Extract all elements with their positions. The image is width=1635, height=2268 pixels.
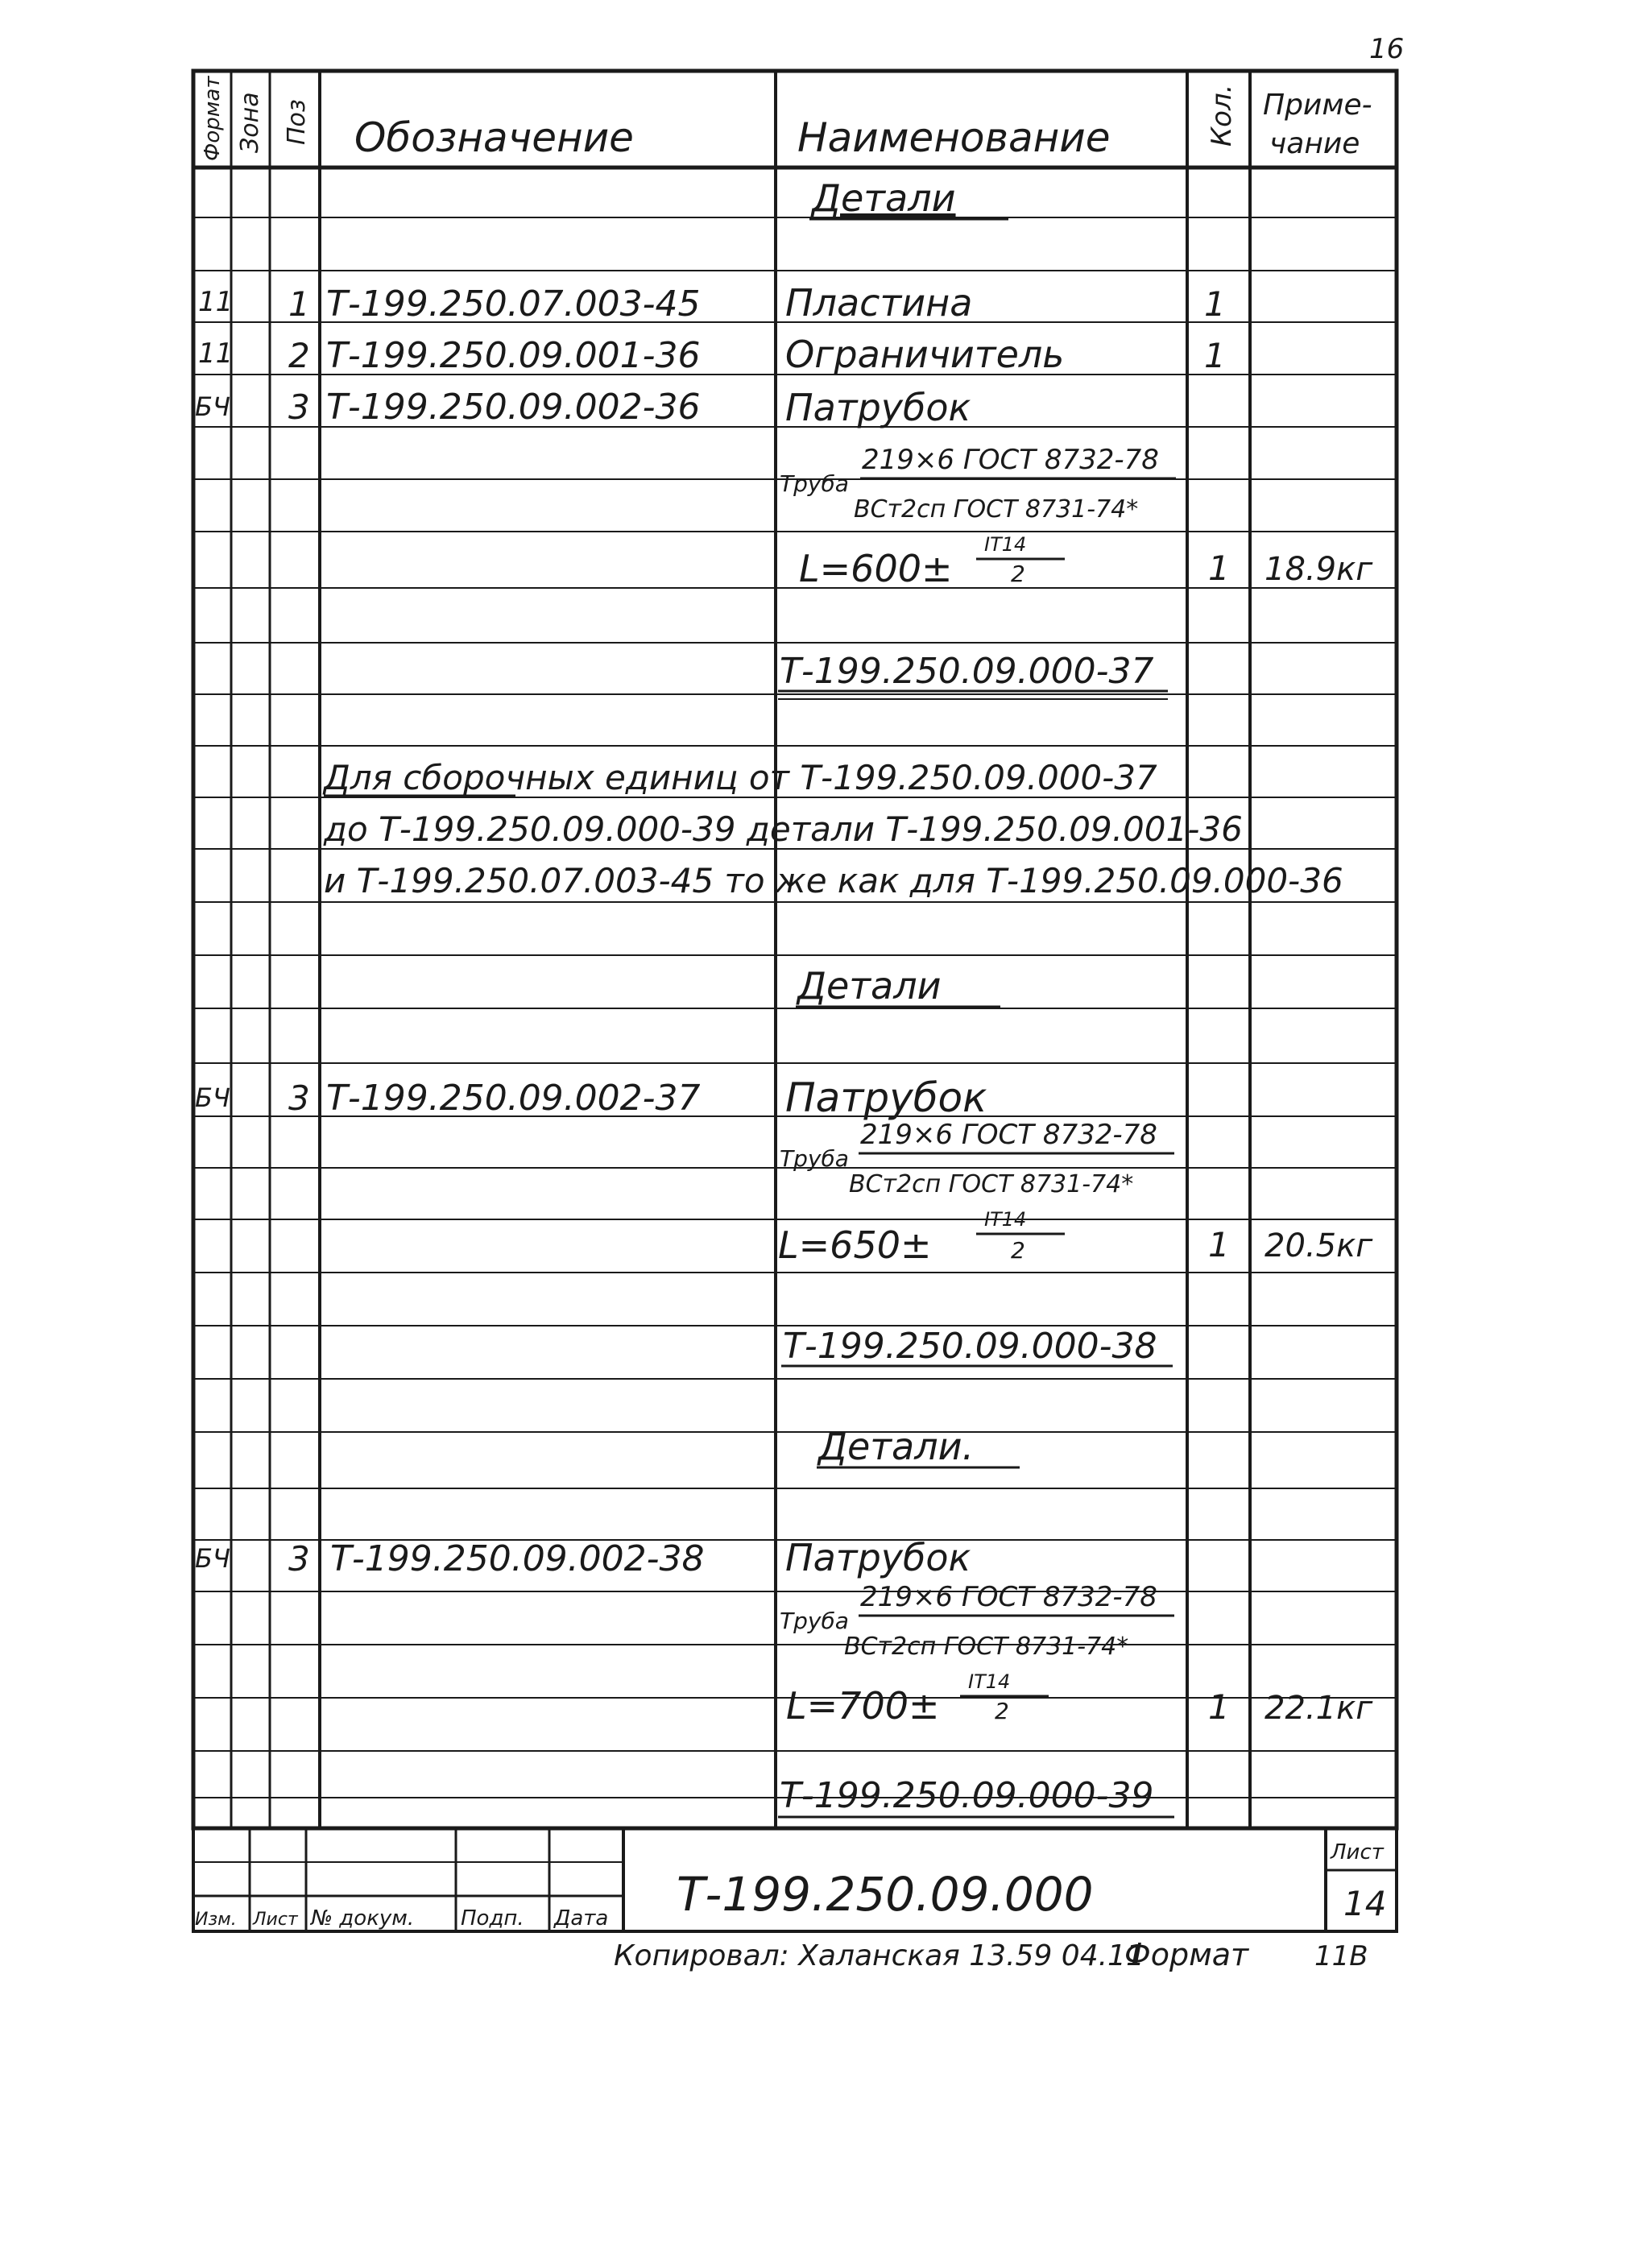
header-pos: Поз <box>283 99 311 145</box>
row-note: 20.5кг <box>1265 1227 1373 1264</box>
header-zone: Зона <box>236 92 264 153</box>
pipe-steel-standard: ВСт2сп ГОСТ 8731-74* <box>844 1633 1129 1661</box>
assembly-designation <box>778 1775 1174 1817</box>
pipe-steel-standard: ВСт2сп ГОСТ 8731-74* <box>849 1170 1134 1198</box>
pipe-label: Труба <box>780 470 849 497</box>
title-block <box>193 1828 1397 1931</box>
row-qty: 1 <box>1204 284 1226 324</box>
tolerance-numerator: IT14 <box>984 533 1027 556</box>
assembly-designation <box>781 1326 1173 1367</box>
format-value: 11В <box>1314 1940 1368 1972</box>
footer <box>614 1937 1368 1972</box>
tolerance-numerator: IT14 <box>968 1670 1011 1693</box>
note-line-1: Для сборочных единиц от Т-199.250.09.000-37 <box>324 758 1157 797</box>
header-designation: Обозначение <box>354 114 634 161</box>
title-date-label: Дата <box>554 1906 609 1931</box>
length-row <box>799 533 1373 590</box>
row-format: БЧ <box>195 1543 230 1574</box>
pipe-spec <box>780 1119 1174 1198</box>
title-list-label: Лист <box>253 1910 298 1930</box>
row-designation: Т-199.250.09.002-36 <box>326 387 701 428</box>
section-title: Детали. <box>818 1425 975 1468</box>
row-pos: 3 <box>288 387 310 427</box>
corner-mark: 16 <box>1369 33 1405 65</box>
note-line-3: и Т-199.250.07.003-45 то же как для Т-199.250.09.000-36 <box>324 861 1343 900</box>
row-designation: Т-199.250.09.001-36 <box>326 335 701 376</box>
length-row <box>786 1670 1373 1728</box>
row-designation: Т-199.250.09.002-37 <box>326 1078 701 1119</box>
pipe-spec <box>780 444 1176 524</box>
length-value: L=650± <box>778 1223 932 1267</box>
header-note-line2: чание <box>1269 127 1360 160</box>
note-block <box>322 758 1343 900</box>
section-details-1 <box>809 176 1008 220</box>
document-designation: Т-199.250.09.000 <box>677 1867 1094 1922</box>
row-format: 11 <box>198 337 234 370</box>
tolerance-denominator: 2 <box>1011 1237 1025 1264</box>
header-format: Формат <box>201 76 225 161</box>
sheet-label: Лист <box>1331 1840 1384 1864</box>
table-row <box>198 333 1226 376</box>
length-row <box>778 1208 1373 1267</box>
table-row <box>195 1074 987 1121</box>
row-designation: Т-199.250.07.003-45 <box>326 284 701 325</box>
row-qty: 1 <box>1208 548 1230 588</box>
row-note: 18.9кг <box>1265 551 1373 588</box>
pipe-size-standard: 219×6 ГОСТ 8732-78 <box>860 1581 1157 1613</box>
row-name: Патрубок <box>785 1074 987 1121</box>
row-pos: 3 <box>288 1539 310 1579</box>
assembly-number: Т-199.250.09.000-37 <box>780 651 1154 692</box>
row-format: БЧ <box>195 391 230 422</box>
copied-by: Копировал: Халанская 13.59 04.11 <box>614 1939 1144 1972</box>
row-name: Пластина <box>785 281 973 325</box>
pipe-label: Труба <box>780 1608 849 1634</box>
table-header <box>201 76 1372 161</box>
section-details-2 <box>796 964 1000 1008</box>
pipe-size-standard: 219×6 ГОСТ 8732-78 <box>862 444 1159 476</box>
pipe-spec <box>780 1581 1174 1661</box>
section-title: Детали <box>797 964 942 1008</box>
row-qty: 1 <box>1208 1687 1230 1727</box>
tolerance-numerator: IT14 <box>984 1208 1027 1231</box>
row-qty: 1 <box>1204 336 1226 375</box>
row-designation: Т-199.250.09.002-38 <box>330 1538 705 1579</box>
header-qty: Кол. <box>1206 84 1238 147</box>
row-pos: 1 <box>288 284 310 324</box>
tolerance-denominator: 2 <box>1011 561 1025 587</box>
section-title: Детали <box>812 176 956 220</box>
header-note-line1: Приме- <box>1263 89 1372 122</box>
header-name: Наименование <box>797 114 1111 161</box>
row-format: 11 <box>198 286 234 318</box>
assembly-number: Т-199.250.09.000-38 <box>783 1326 1157 1367</box>
table-row <box>195 386 971 429</box>
sheet-number: 14 <box>1343 1884 1387 1923</box>
row-pos: 2 <box>288 336 310 375</box>
pipe-steel-standard: ВСт2сп ГОСТ 8731-74* <box>854 495 1139 524</box>
row-format: БЧ <box>195 1082 230 1113</box>
pipe-size-standard: 219×6 ГОСТ 8732-78 <box>860 1119 1157 1151</box>
assembly-number: Т-199.250.09.000-39 <box>780 1775 1154 1816</box>
row-note: 22.1кг <box>1265 1690 1373 1727</box>
row-name: Патрубок <box>785 386 971 429</box>
title-docno-label: № докум. <box>311 1906 415 1931</box>
tolerance-denominator: 2 <box>995 1698 1009 1724</box>
pipe-label: Труба <box>780 1145 849 1172</box>
length-value: L=700± <box>786 1684 940 1728</box>
note-line-2: до Т-199.250.09.000-39 детали Т-199.250.09.001-36 <box>324 809 1243 849</box>
row-qty: 1 <box>1208 1225 1230 1264</box>
title-izm-label: Изм. <box>195 1910 237 1930</box>
table-row <box>195 1536 971 1579</box>
assembly-designation <box>778 651 1168 699</box>
length-value: L=600± <box>799 547 953 590</box>
row-name: Патрубок <box>785 1536 971 1579</box>
row-name: Ограничитель <box>785 333 1065 376</box>
table-row <box>198 281 1226 325</box>
format-label: Формат <box>1124 1937 1249 1972</box>
title-sign-label: Подп. <box>461 1906 524 1931</box>
row-pos: 3 <box>288 1078 310 1118</box>
